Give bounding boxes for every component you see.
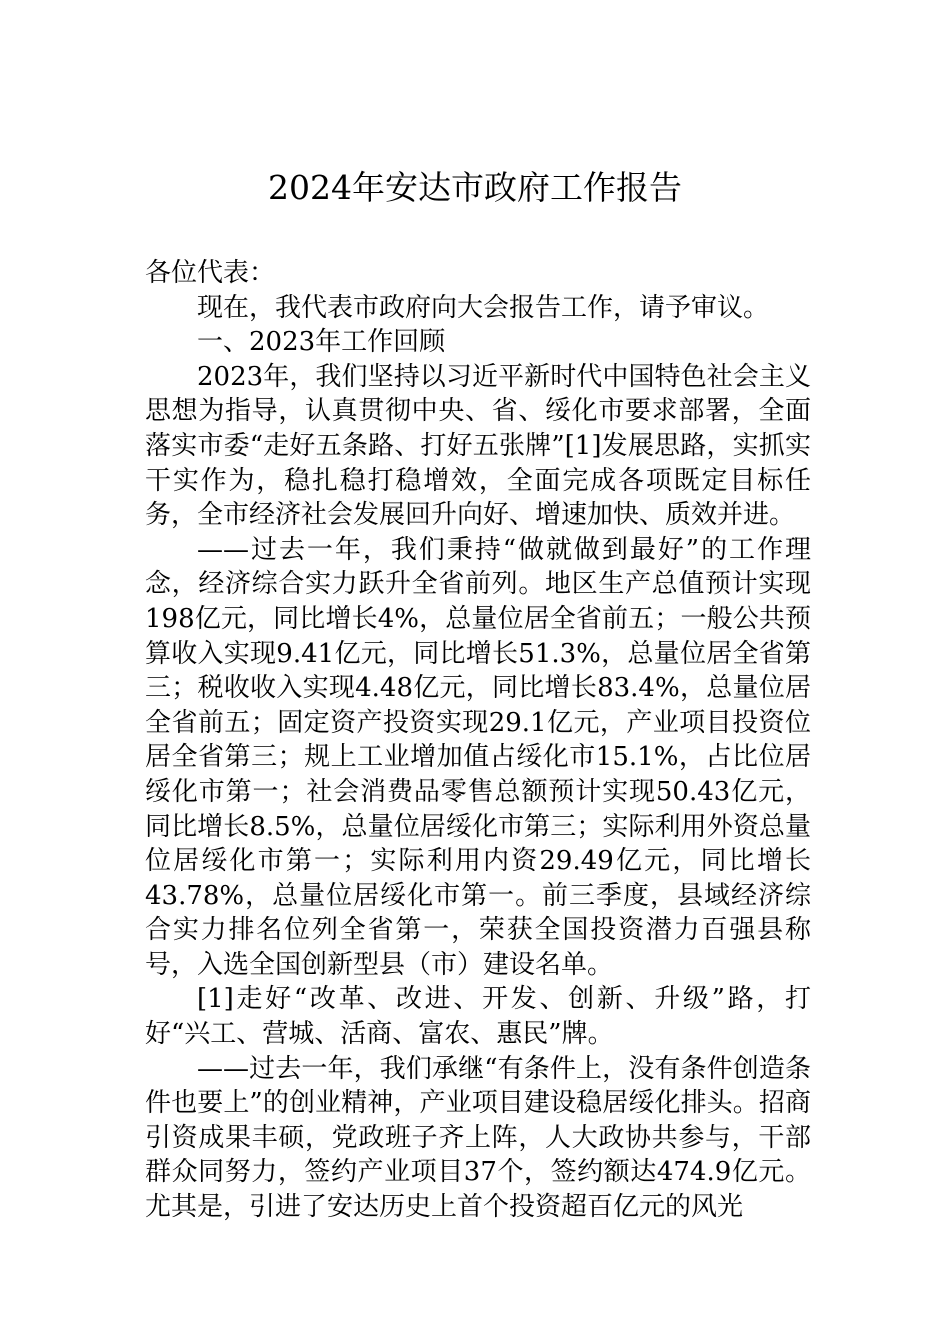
body-paragraph: ——过去一年，我们承继“有条件上，没有条件创造条件也要上”的创业精神，产业项目建设稳居绥化排头。招商引资成果丰硕，党政班子齐上阵，人大政协共参与，干部群众同努力，签约产业项目37个，签约额达474.9亿元。尤其是，引进了安达历史上首个投资超百亿元的风光	[145, 1053, 811, 1223]
footnote-paragraph: [1]走好“改革、改进、开发、创新、升级”路，打好“兴工、营城、活商、富农、惠民”牌。	[145, 984, 811, 1050]
body-paragraph: 2023年，我们坚持以习近平新时代中国特色社会主义思想为指导，认真贯彻中央、省、绥化市要求部署，全面落实市委“走好五条路、打好五张牌”[1]发展思路，实抓实干实作为，稳扎稳打稳增效，全面完成各项既定目标任务，全市经济社会发展回升向好、增速加快、质效并进。	[145, 361, 811, 531]
section-heading: 一、2023年工作回顾	[197, 327, 446, 358]
salutation: 各位代表：	[145, 258, 276, 288]
opening-paragraph: 现在，我代表市政府向大会报告工作，请予审议。	[197, 292, 770, 323]
body-paragraph: ——过去一年，我们秉持“做就做到最好”的工作理念，经济综合实力跃升全省前列。地区生产总值预计实现198亿元，同比增长4%，总量位居全省前五；一般公共预算收入实现9.41亿元，同比增长51.3%，总量位居全省第三；税收收入实现4.48亿元，同比增长83.4%，总量位居全省前五；固定资产投资实现29.1亿元，产业项目投资位居全省第三；规上工业增加值占绥化市15.1%，占比位居绥化市第一；社会消费品零售总额预计实现50.43亿元，同比增长8.5%，总量位居绥化市第三；实际利用外资总量位居绥化市第一；实际利用内资29.49亿元，同比增长43.78%，总量位居绥化市第一。前三季度，县域经济综合实力排名位列全省第一，荣获全国投资潜力百强县称号，入选全国创新型县（市）建设名单。	[145, 534, 811, 980]
document-body	[145, 256, 811, 1225]
document-title: 2024年安达市政府工作报告	[268, 168, 682, 207]
